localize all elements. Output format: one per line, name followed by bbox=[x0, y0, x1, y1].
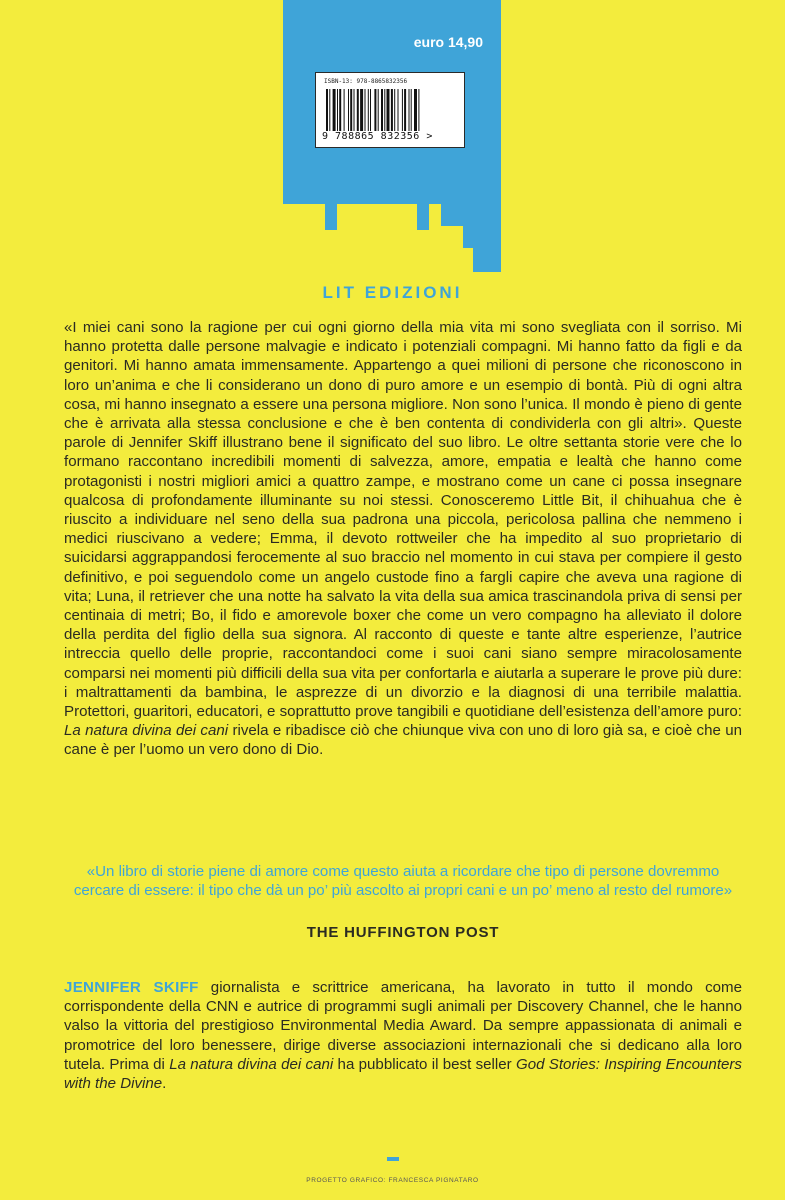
bio-text-2: ha pubblicato il best seller bbox=[333, 1055, 516, 1073]
bio-text: giornalista e scrittrice americana, ha lavorato in tutto il mondo come corrispondente della CNN e autrice di programmi sugli animali per Discovery Channel, che le hanno valso la vittoria del prestigioso Environmental Media Award. Da sempre appassionata di animali e promotrice del loro benessere, dirige diverse associazioni internazionali che si dedicano alla loro tutela. Prima di bbox=[64, 979, 742, 1073]
barcode-bars bbox=[326, 89, 454, 131]
barcode bbox=[315, 72, 465, 148]
design-credits: PROGETTO GRAFICO: FRANCESCA PIGNATARO bbox=[306, 1177, 479, 1184]
author-name: JENNIFER SKIFF bbox=[64, 979, 199, 996]
description-text: «I miei cani sono la ragione per cui ogni giorno della mia vita mi sono svegliata con il sorriso. Mi hanno protetta dalle persone malvagie e indicato i potenziali compagni. Mi hanno fatto da figli e da genitori. Mi hanno amata immensamente. Appartengo a quei milioni di persone che riconoscono in loro un’anima e che li considerano un dono di puro amore e un esempio di bontà. Più di ogni altra cosa, mi hanno insegnato a essere una persona migliore. Non sono l’unica. Il mondo è pieno di gente che è arrivata alla stessa conclusione e che è ben contenta di condividerla con gli altri». Queste parole di Jennifer Skiff illustrano bene il significato del suo libro. Le oltre settanta storie vere che lo formano raccontano incredibili momenti di salvezza, amore, empatia e lealtà che hanno come protagonisti i nostri migliori amici a quattro zampe, e mostrano come un cane ci possa insegnare qualcosa di profondamente illuminante su noi stessi. Conosceremo Little Bit, il chihuahua che è riuscito a individuare nel seno della sua padrona una piccola, pericolosa pallina che nemmeno i medici riuscivano a vedere; Emma, il devoto rottweiler che ha impedito al suo proprietario di suicidarsi aggrappandosi ferocemente al suo braccio nel momento in cui stava per compiere il gesto definitivo, e poi seguendolo come un angelo custode fino a fargli capire che aveva una ragione di vita; Luna, il retriever che una notte ha salvato la vita della sua amica trascinandola priva di sensi per centinaia di metri; Bo, il fido e amorevole boxer che come un vero compagno ha alleviato il dolore della perdita del figlio della sua signora. Al racconto di queste e tante altre esperienze, l’autrice intreccia quello delle proprie, raccontandoci come i suoi cani siano sempre miracolosamente comparsi nei momenti più difficili della sua vita per confortarla e aiutarla a superare le prove più dure: i maltrattamenti da bambina, le asprezze di un divorzio e la diagnosi di una terribile malattia. Protettori, guaritori, educatori, e soprattutto prove tangibili e quotidiane dell’esistenza dell’amore puro: bbox=[64, 319, 742, 721]
book-description bbox=[64, 318, 742, 760]
bio-text-end: . bbox=[162, 1075, 167, 1093]
accent-dash bbox=[387, 1157, 399, 1161]
bio-other-book: God Stories: Inspiring Encounters with the Divine bbox=[64, 1055, 742, 1093]
publisher-logo bbox=[283, 204, 501, 272]
price-label: euro 14,90 bbox=[413, 34, 483, 50]
description-text-end: rivela e ribadisce ciò che chiunque viva con uno di loro già sa, e cioè che un cane è per l’uomo un vero dono di Dio. bbox=[64, 722, 742, 759]
author-bio bbox=[64, 978, 742, 1093]
blue-band bbox=[283, 0, 501, 272]
isbn-label: ISBN-13: 978-8865832356 bbox=[324, 78, 408, 85]
book-title: La natura divina dei cani bbox=[64, 722, 229, 740]
review-source: THE HUFFINGTON POST bbox=[306, 924, 500, 941]
bio-book-title: La natura divina dei cani bbox=[169, 1055, 334, 1073]
publisher-name: LIT EDIZIONI bbox=[322, 283, 463, 302]
isbn-digits: 9 788865 832356 > bbox=[322, 131, 433, 142]
review-quote: «Un libro di storie piene di amore come questo aiuta a ricordare che tipo di persone dovremmo cercare di essere: il tipo che dà un po’ più ascolto ai propri cani e un po’ meno al resto del rumore» bbox=[73, 863, 733, 900]
